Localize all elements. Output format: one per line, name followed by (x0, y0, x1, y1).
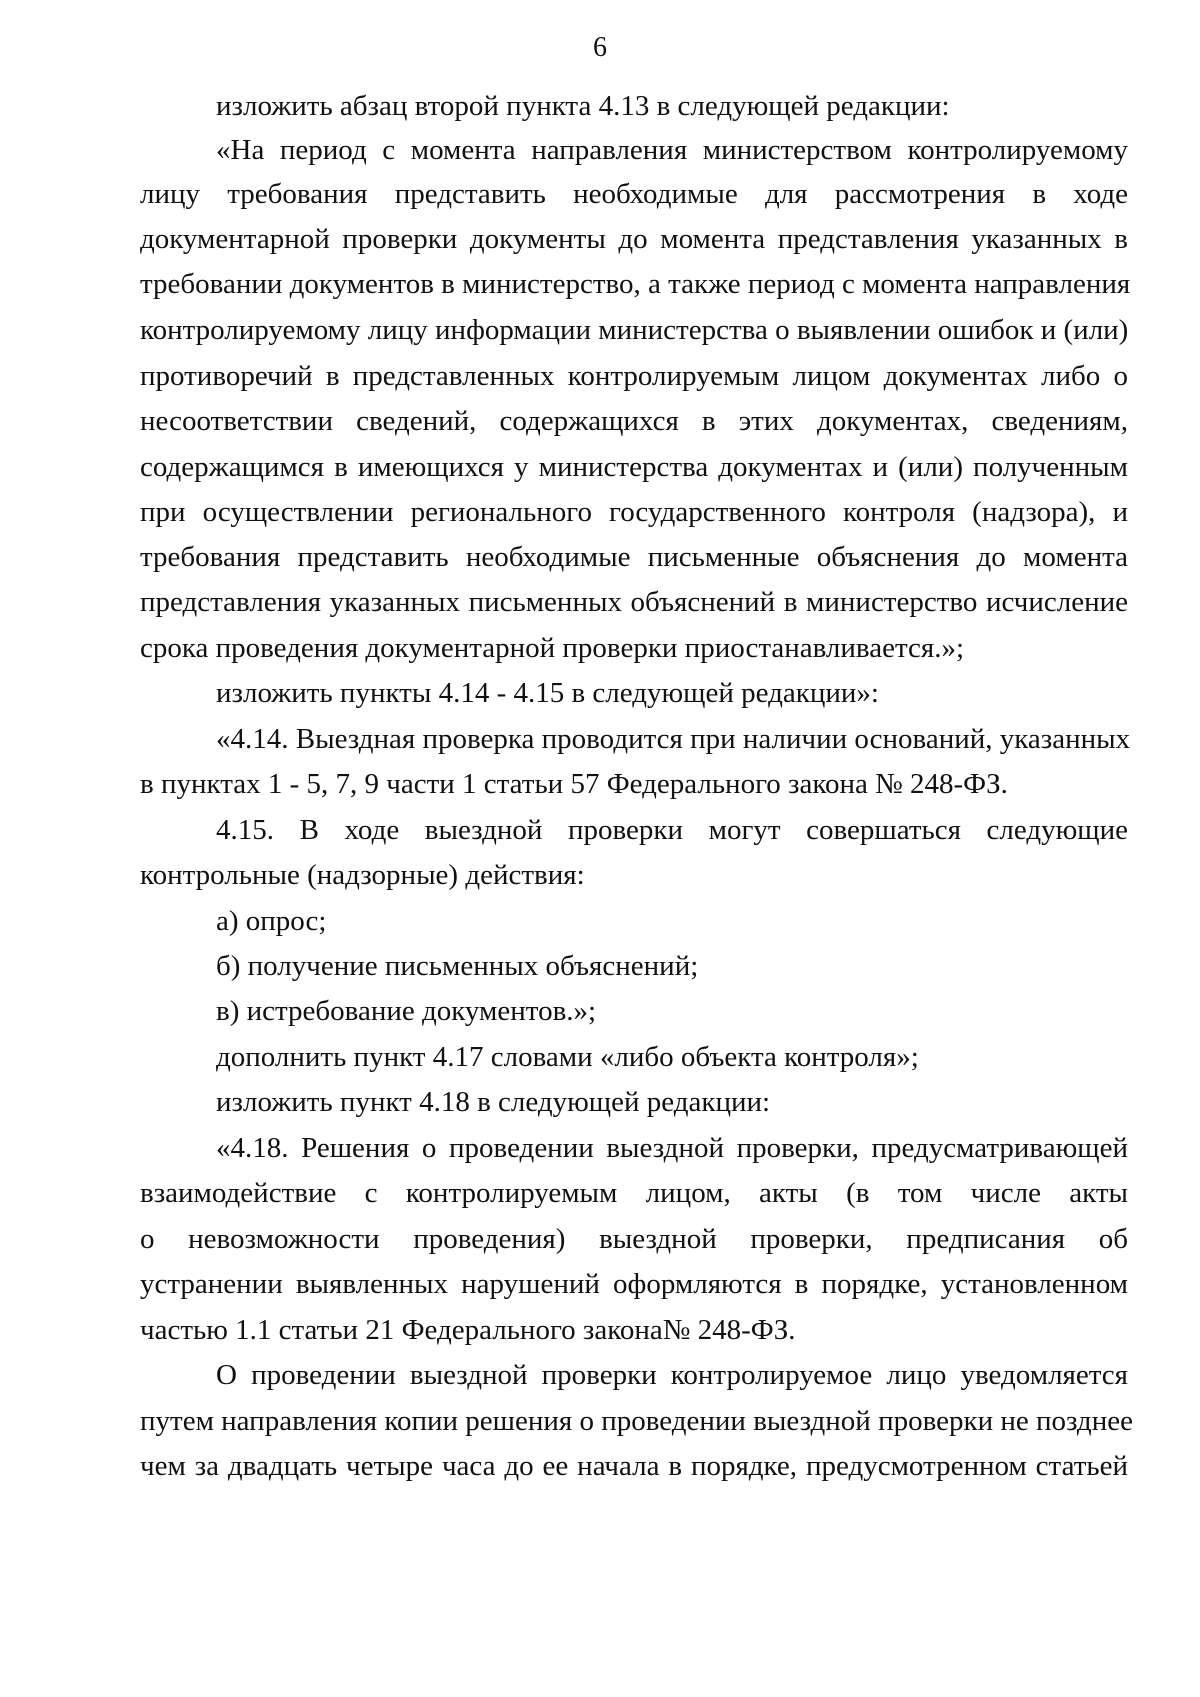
text-line: лицу требования представить необходимые для рассмотрения в ходе (140, 178, 1128, 210)
text-line: устранении выявленных нарушений оформляются в порядке, установленном (140, 1268, 1128, 1300)
text-line: срока проведения документарной проверки приостанавливается.»; (140, 632, 965, 664)
text-line: несоответствии сведений, содержащихся в этих документах, сведениям, (140, 405, 1128, 437)
text-line: контролируемому лицу информации министерства о выявлении ошибок и (или) (140, 314, 1129, 346)
text-line: изложить абзац второй пункта 4.13 в следующей редакции: (216, 90, 950, 122)
text-line: представления указанных письменных объяснений в министерство исчисление (140, 586, 1128, 618)
text-line: 4.15. В ходе выездной проверки могут совершаться следующие (216, 814, 1128, 846)
text-line: контрольные (надзорные) действия: (140, 859, 585, 891)
text-line: изложить пункты 4.14 - 4.15 в следующей редакции»: (216, 677, 879, 709)
text-line: документарной проверки документы до момента представления указанных в (140, 223, 1128, 255)
text-line: требования представить необходимые письменные объяснения до момента (140, 541, 1128, 573)
list-item: в) истребование документов.»; (216, 995, 597, 1027)
page-number: 6 (593, 32, 607, 63)
list-item: а) опрос; (216, 905, 327, 937)
text-line: о невозможности проведения) выездной проверки, предписания об (140, 1223, 1128, 1255)
text-line: в пунктах 1 - 5, 7, 9 части 1 статьи 57 Федерального закона № 248-ФЗ. (140, 768, 1008, 800)
list-item: б) получение письменных объяснений; (216, 950, 699, 982)
text-line: требовании документов в министерство, а также период с момента направления (140, 268, 1131, 300)
text-line: частью 1.1 статьи 21 Федерального закона№ 248-ФЗ. (140, 1314, 796, 1346)
text-line: О проведении выездной проверки контролируемое лицо уведомляется (216, 1359, 1128, 1391)
text-line: содержащимся в имеющихся у министерства документах и (или) полученным (140, 451, 1128, 483)
text-line: противоречий в представленных контролируемым лицом документах либо о (140, 360, 1128, 392)
text-line: изложить пункт 4.18 в следующей редакции: (216, 1086, 771, 1118)
text-line: «На период с момента направления министерством контролируемому (216, 134, 1128, 166)
text-line: «4.18. Решения о проведении выездной проверки, предусматривающей (216, 1132, 1128, 1164)
text-line: путем направления копии решения о проведении выездной проверки не позднее (140, 1405, 1133, 1437)
text-line: при осуществлении регионального государственного контроля (надзора), и (140, 496, 1128, 528)
text-line: «4.14. Выездная проверка проводится при наличии оснований, указанных (216, 723, 1131, 755)
text-line: дополнить пункт 4.17 словами «либо объекта контроля»; (216, 1041, 919, 1073)
text-line: взаимодействие с контролируемым лицом, акты (в том числе акты (140, 1177, 1128, 1209)
text-line: чем за двадцать четыре часа до ее начала в порядке, предусмотренном статьей (140, 1450, 1128, 1482)
